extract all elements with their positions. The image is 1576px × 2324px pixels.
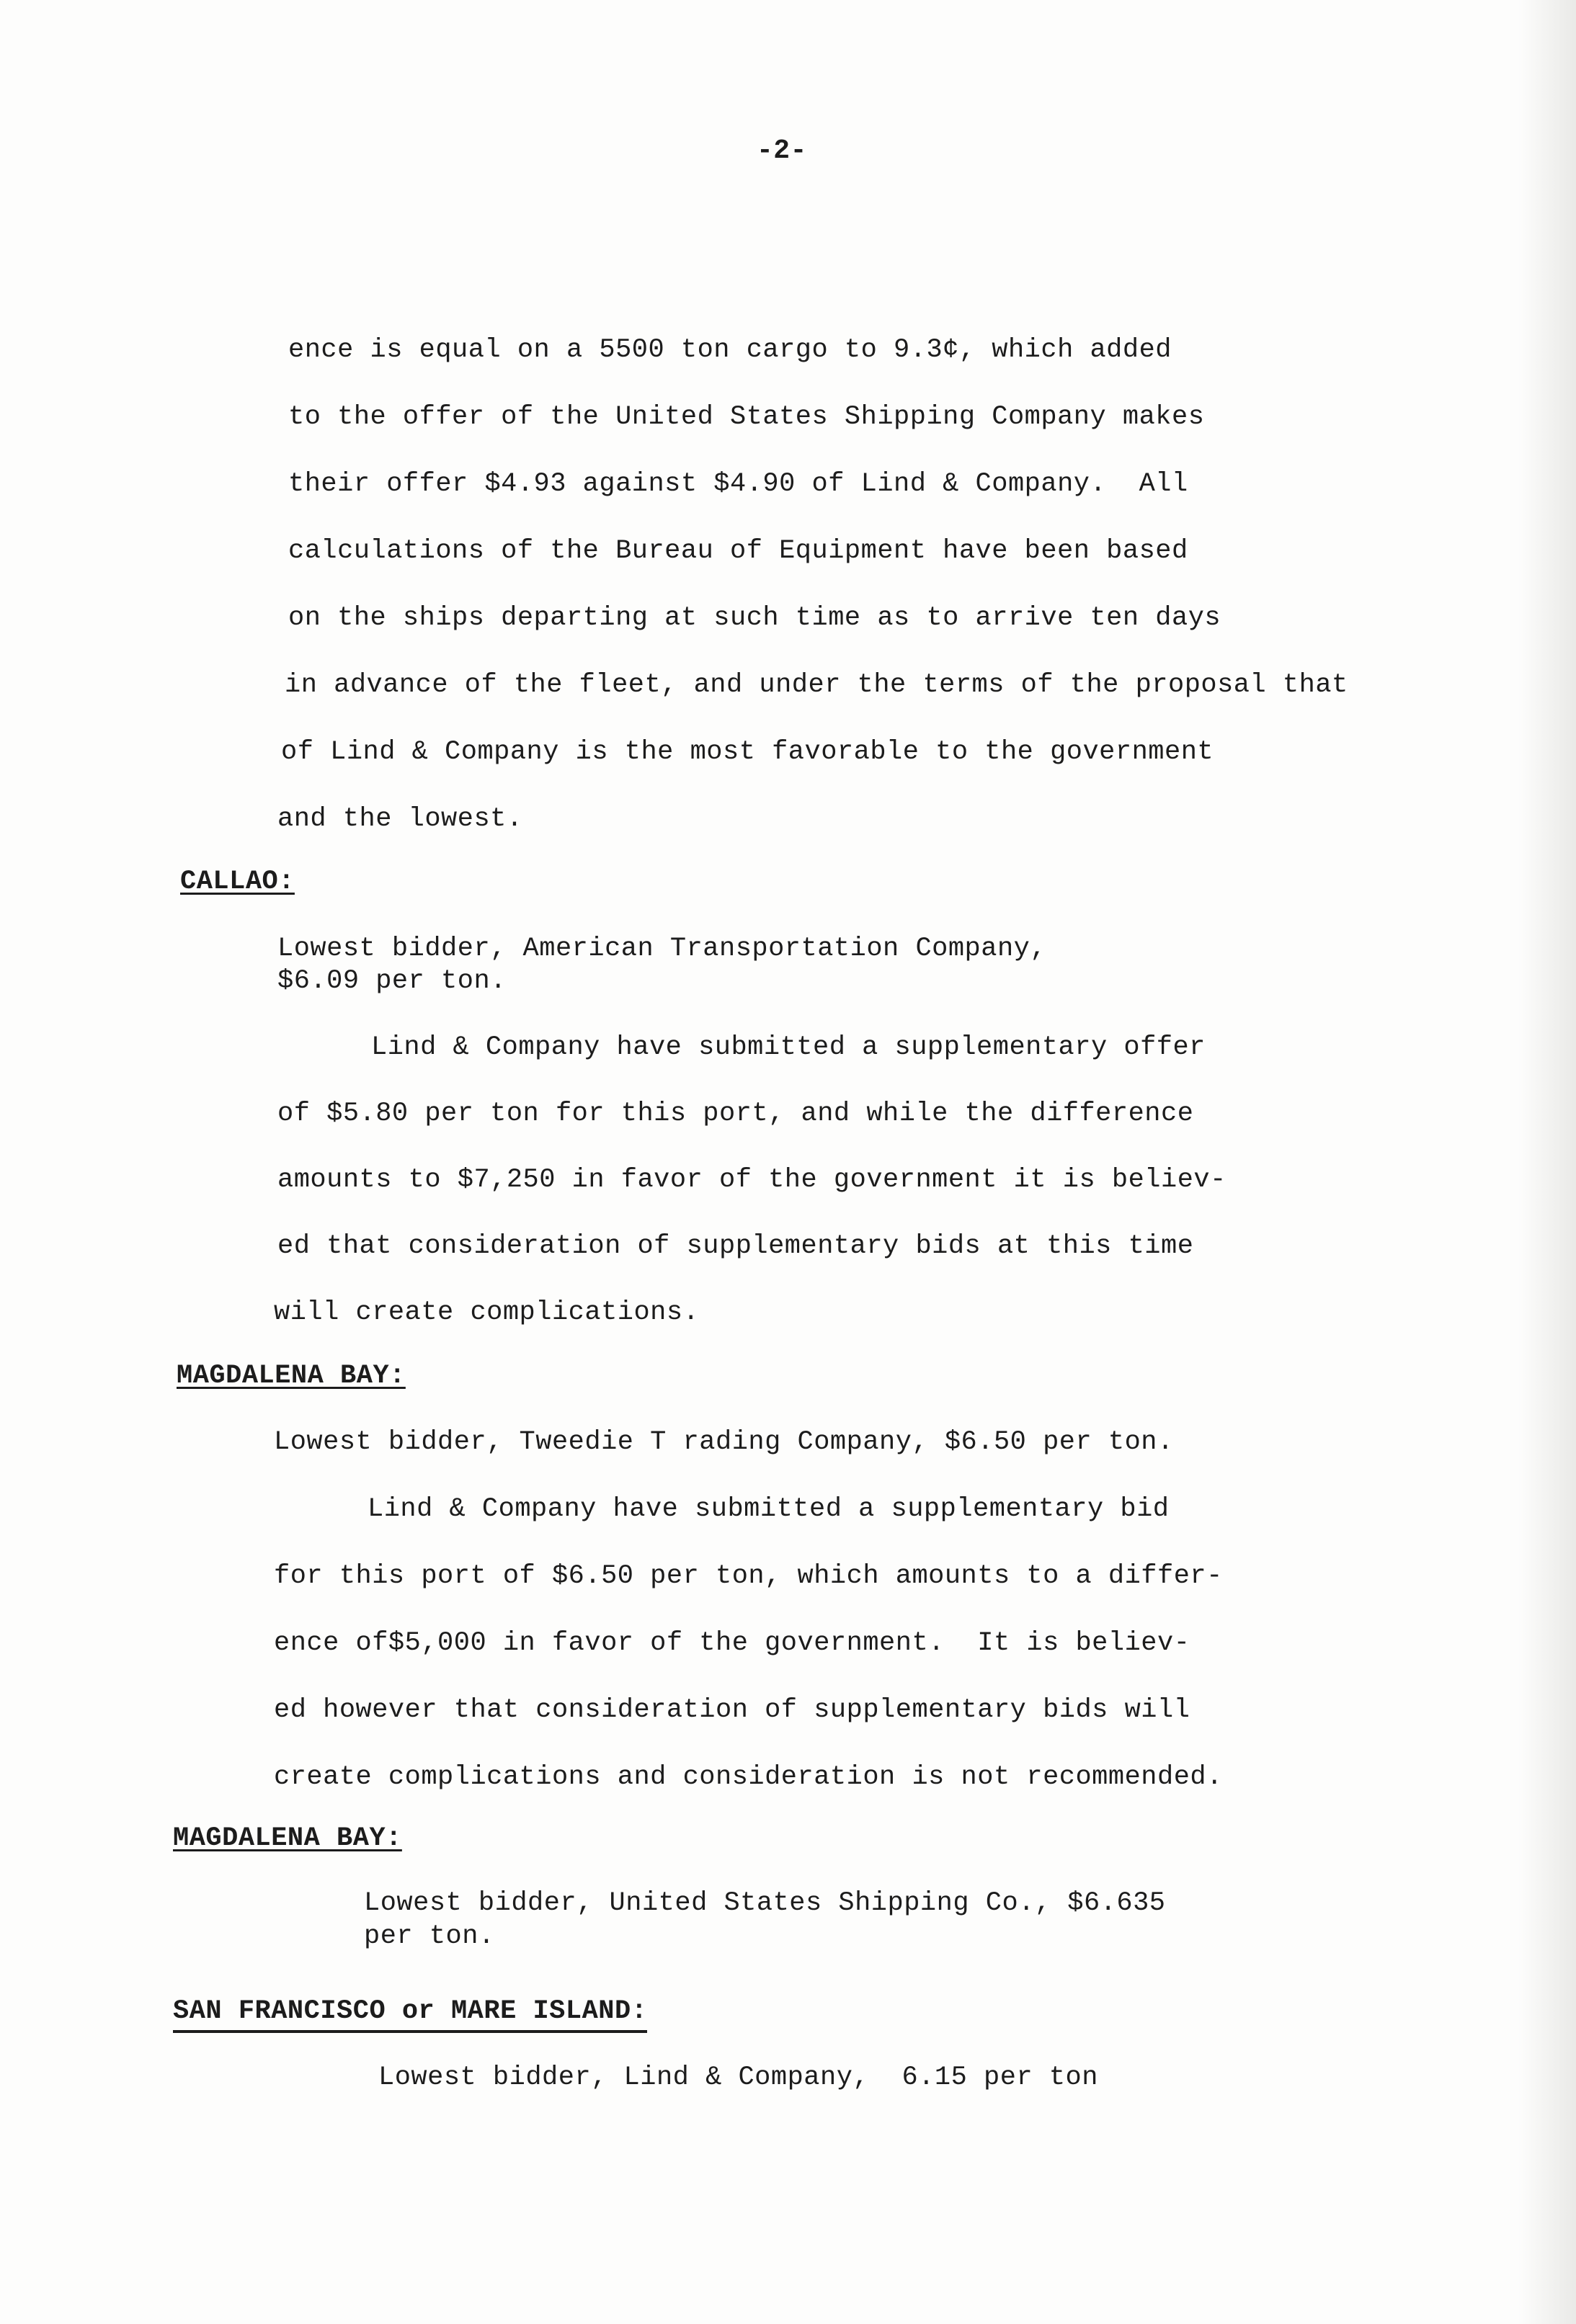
paragraph-1-line-3: their offer $4.93 against $4.90 of Lind & Company. All xyxy=(288,469,1188,499)
san-francisco-lowest-bidder-line-1: Lowest bidder, Lind & Company, 6.15 per ton xyxy=(378,2062,1098,2093)
section-heading-magdalena-bay-2: MAGDALENA BAY: xyxy=(173,1823,402,1854)
callao-paragraph-line-2: of $5.80 per ton for this port, and while the difference xyxy=(277,1099,1194,1129)
callao-paragraph-line-3: amounts to $7,250 in favor of the government it is believ- xyxy=(277,1165,1226,1195)
magdalena-bay-2-lowest-bidder-line-1: Lowest bidder, United States Shipping Co., $6.635 xyxy=(364,1888,1166,1918)
magdalena-bay-paragraph-line-5: create complications and consideration is not recommended. xyxy=(274,1762,1223,1792)
callao-lowest-bidder-line-1: Lowest bidder, American Transportation Company, xyxy=(277,934,1047,964)
callao-paragraph-line-4: ed that consideration of supplementary bids at this time xyxy=(277,1231,1194,1261)
magdalena-bay-paragraph-line-3: ence of$5,000 in favor of the government. It is believ- xyxy=(274,1628,1190,1658)
paragraph-1-line-4: calculations of the Bureau of Equipment have been based xyxy=(288,536,1188,566)
paragraph-1-line-2: to the offer of the United States Shipping Company makes xyxy=(288,402,1205,432)
section-heading-magdalena-bay: MAGDALENA BAY: xyxy=(177,1361,406,1391)
magdalena-bay-lowest-bidder-line-1: Lowest bidder, Tweedie T rading Company, $6.50 per ton. xyxy=(274,1427,1174,1457)
paragraph-1-line-7: of Lind & Company is the most favorable to the government xyxy=(281,737,1214,767)
callao-paragraph-line-1: Lind & Company have submitted a supplementary offer xyxy=(371,1032,1206,1063)
paragraph-1-line-5: on the ships departing at such time as to arrive ten days xyxy=(288,603,1221,633)
page-edge-shadow xyxy=(1518,0,1576,2324)
paragraph-1-line-8: and the lowest. xyxy=(277,804,523,834)
section-heading-callao: CALLAO: xyxy=(180,867,295,897)
paragraph-1-line-6: in advance of the fleet, and under the terms of the proposal that xyxy=(285,670,1348,700)
magdalena-bay-paragraph-line-2: for this port of $6.50 per ton, which amounts to a differ- xyxy=(274,1561,1223,1591)
paragraph-1-line-1: ence is equal on a 5500 ton cargo to 9.3¢, which added xyxy=(288,335,1172,365)
magdalena-bay-2-lowest-bidder-line-2: per ton. xyxy=(364,1921,495,1952)
magdalena-bay-paragraph-line-4: ed however that consideration of supplementary bids will xyxy=(274,1695,1190,1725)
section-heading-san-francisco: SAN FRANCISCO or MARE ISLAND: xyxy=(173,1995,647,2033)
callao-paragraph-line-5: will create complications. xyxy=(274,1297,700,1328)
page-number: -2- xyxy=(757,135,807,166)
magdalena-bay-paragraph-line-1: Lind & Company have submitted a supplementary bid xyxy=(368,1494,1170,1524)
callao-lowest-bidder-line-2: $6.09 per ton. xyxy=(277,966,507,996)
